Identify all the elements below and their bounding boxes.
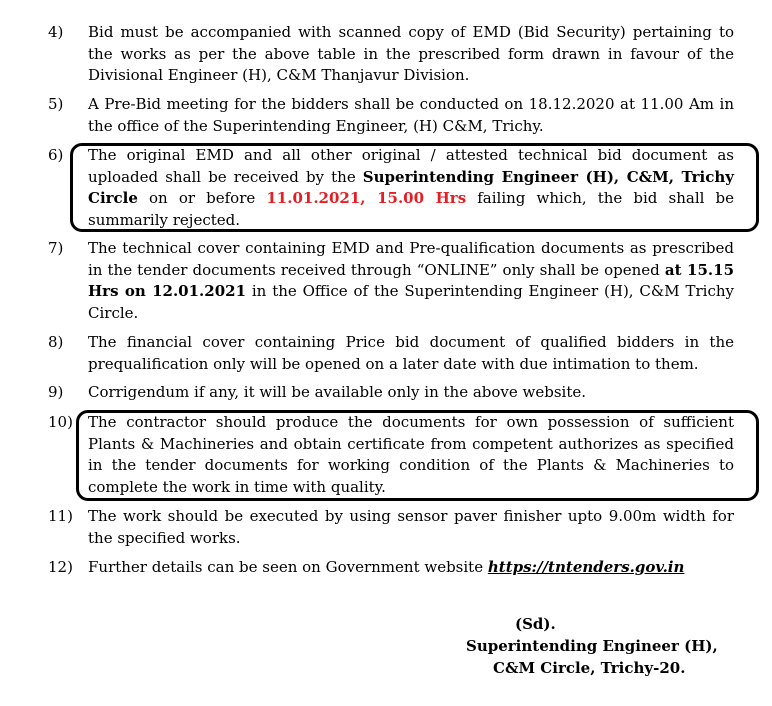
signatory-office: C&M Circle, Trichy-20. [493, 659, 686, 677]
clause-number: 4) [48, 23, 64, 41]
clause-number: 12) [48, 558, 73, 576]
clause-text [88, 145, 734, 231]
clause-text: The contractor should produce the documents for own possession of sufficient Plants & Machineries and obtain certificate from competent authorizes as specified in the tender documents for working condition of the Plants & Machineries to complete the work in time with quality. [88, 413, 734, 496]
opening-datetime: at 15.15 Hrs on 12.01.2021 [88, 260, 735, 300]
receiving-authority: Superintending Engineer (H), C&M, Trichy Circle [88, 167, 734, 207]
clause-text-part: in the Office of the Superintending Engineer (H), C&M Trichy Circle. [88, 282, 734, 322]
clause-text-part: failing which, the bid shall be summarily rejected. [88, 189, 734, 229]
clause-text [88, 557, 734, 579]
clause-number: 7) [48, 239, 64, 257]
clause-text-part: Further details can be seen on Government website [88, 558, 488, 576]
clause-number: 9) [48, 383, 64, 401]
clause-text: The work should be executed by using sensor paver finisher upto 9.00m width for the specified works. [88, 507, 734, 547]
tntenders-website-link[interactable]: https://tntenders.gov.in [487, 558, 685, 576]
clause-text-part: on or before [137, 189, 267, 207]
clause-text-part: The technical cover containing EMD and Pre-qualification documents as prescribed in the tender documents received through “ONLINE” only shall be opened [88, 239, 734, 279]
clause-text: Corrigendum if any, it will be available only in the above website. [88, 383, 587, 401]
clause-number: 8) [48, 333, 64, 351]
deadline-datetime: 11.01.2021, 15.00 Hrs [266, 189, 467, 207]
clause-number: 5) [48, 95, 64, 113]
clause-text: Bid must be accompanied with scanned copy of EMD (Bid Security) pertaining to the works as per the above table in the prescribed form drawn in favour of the Divisional Engineer (H), C&M Thanjavur Division. [88, 23, 734, 84]
clause-number: 10) [48, 413, 73, 431]
signature-sd: (Sd). [515, 615, 556, 633]
clause-text-part: The original EMD and all other original / attested technical bid document as uploaded shall be received by the [88, 146, 734, 186]
clause-number: 6) [48, 146, 64, 164]
clause-text: A Pre-Bid meeting for the bidders shall be conducted on 18.12.2020 at 11.00 Am in the office of the Superintending Engineer, (H) C&M, Trichy. [88, 95, 734, 135]
clause-text: The financial cover containing Price bid document of qualified bidders in the prequalification only will be opened on a later date with due intimation to them. [88, 333, 734, 373]
clause-text [88, 238, 734, 324]
signatory-title: Superintending Engineer (H), [466, 637, 718, 655]
clause-number: 11) [48, 507, 73, 525]
